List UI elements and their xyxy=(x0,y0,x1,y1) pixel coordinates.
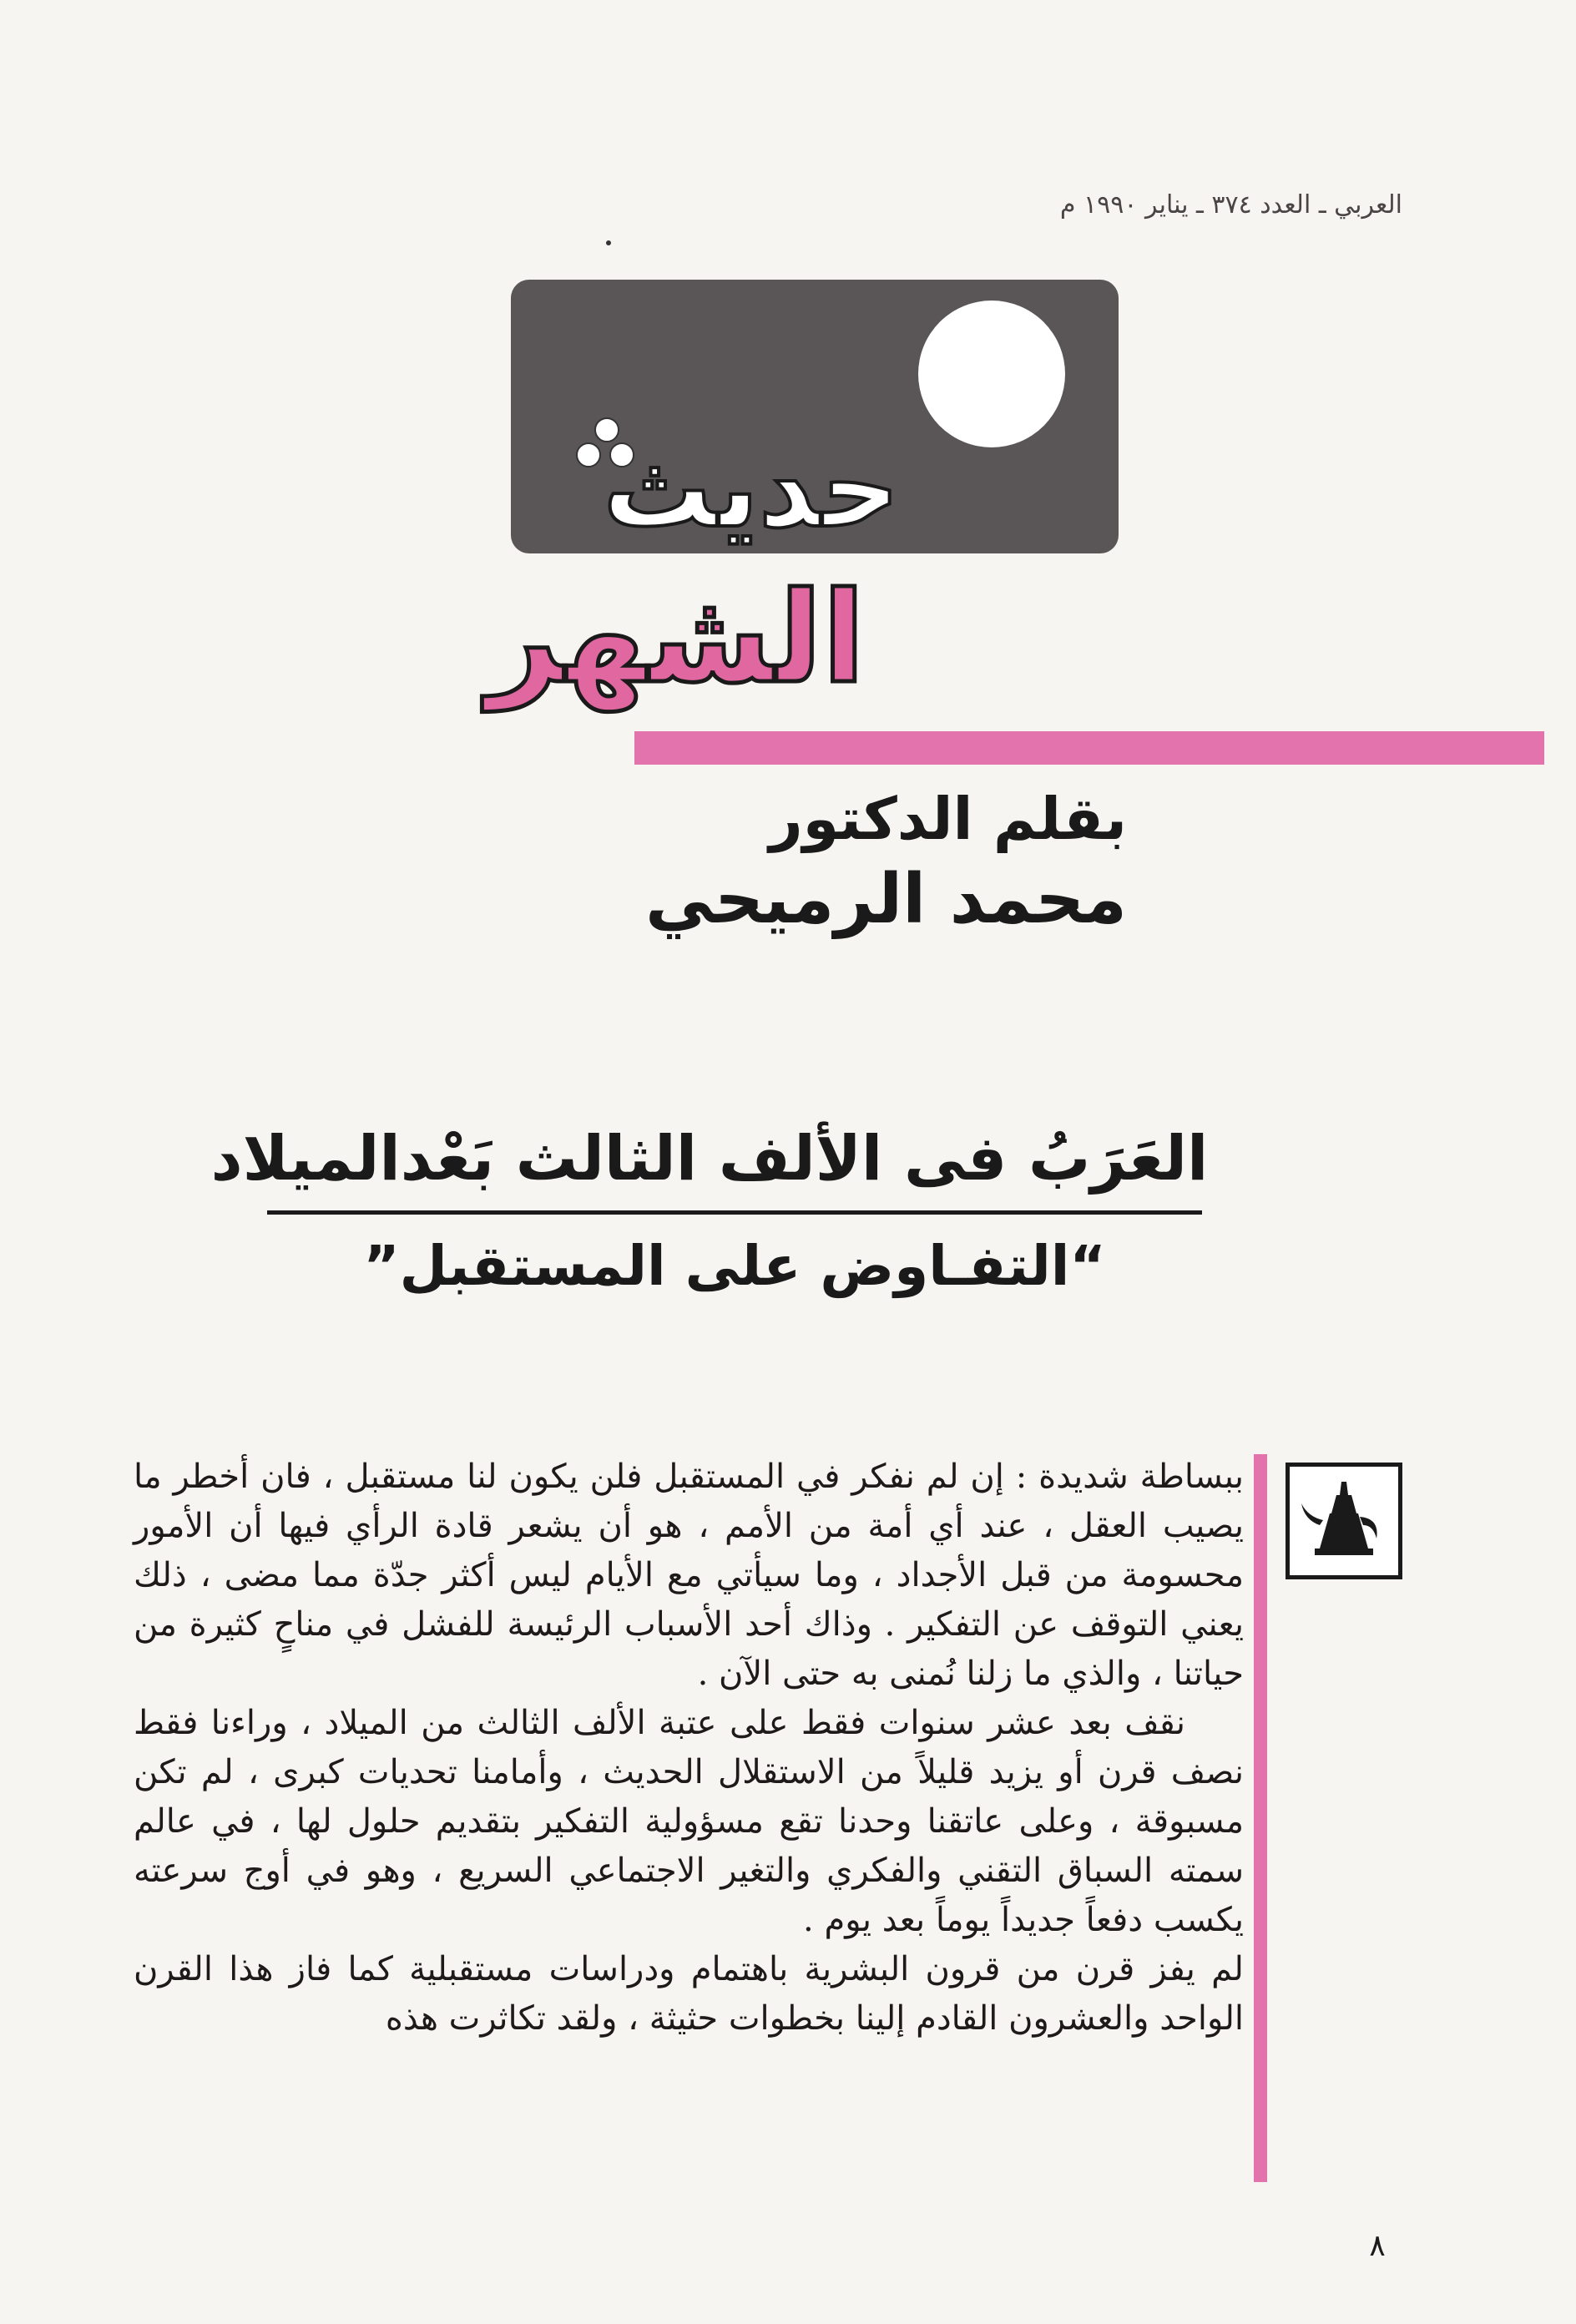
issue-header: العربي ـ العدد ٣٧٤ ـ يناير ١٩٩٠ م xyxy=(1059,190,1402,220)
article-body xyxy=(134,1452,1244,2044)
pink-divider-band xyxy=(634,731,1544,765)
pink-margin-bar xyxy=(1254,1454,1267,2182)
title-underline xyxy=(267,1210,1202,1215)
print-speck xyxy=(606,240,611,245)
article-paragraph: ببساطة شديدة : إن لم نفكر في المستقبل فلن يكون لنا مستقبل ، فان أخطر ما يصيب العقل ، عند أي أمة من الأمم ، هو أن يشعر قادة الرأي فيها أن الأمور محسومة من قبل الأجداد ، وما سيأتي مع الأيام ليس أكثر جدّة مما مضى ، ذلك يعني التوقف عن التفكير . وذاك أحد الأسباب الرئيسة للفشل في مناحٍ كثيرة من حياتنا ، والذي ما زلنا نُمنى به حتى الآن . xyxy=(134,1458,1244,1693)
logo-word-top: حديث xyxy=(603,425,900,552)
author-name: محمد الرميحي xyxy=(645,860,1127,939)
article-paragraph: نقف بعد عشر سنوات فقط على عتبة الألف الثالث من الميلاد ، وراءنا فقط نصف قرن أو يزيد قليلاً من الاستقلال الحديث ، وأمامنا تحديات كبرى ، لم تكن مسبوقة ، وعلى عاتقنا وحدنا تقع مسؤولية التفكير بتقديم حلول لها ، في عالم سمته السباق التقني والفكري والتغير الاجتماعي السريع ، وهو في أوج سرعته يكسب دفعاً جديداً يوماً بعد يوم . xyxy=(134,1704,1244,1939)
page-number: ٨ xyxy=(1369,2229,1386,2263)
sun-icon xyxy=(918,301,1065,447)
coffee-pot-icon xyxy=(1286,1463,1402,1579)
article-title: العَرَبُ فى الألف الثالث بَعْدالميلاد xyxy=(210,1123,1209,1195)
article-paragraph: لم يفز قرن من قرون البشرية باهتمام ودراسات مستقبلية كما فاز هذا القرن الواحد والعشرون القادم إلينا بخطوات حثيثة ، ولقد تكاثرت هذه xyxy=(134,1950,1244,2038)
article-subtitle: “التفـاوض على المستقبل” xyxy=(363,1234,1106,1298)
byline: بقلم الدكتور xyxy=(769,785,1127,853)
logo-word-bottom: الشهر xyxy=(487,566,866,711)
